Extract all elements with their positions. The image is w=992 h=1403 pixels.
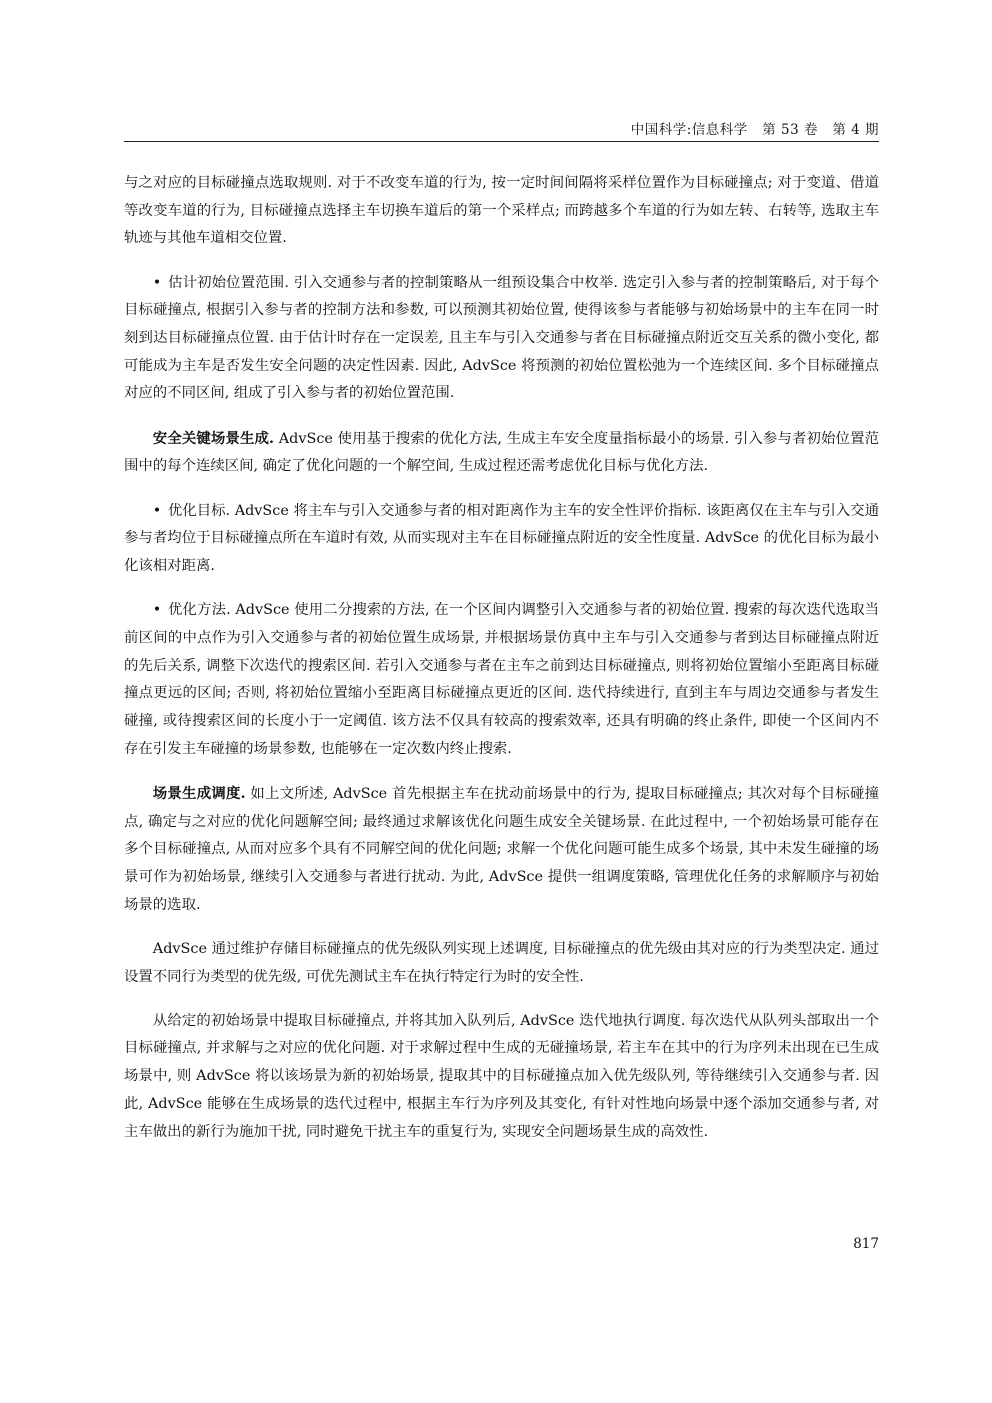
journal-name: 中国科学:信息科学 [630,122,748,138]
paragraph-5-text: 优化方法. AdvSce 使用二分搜索的方法, 在一个区间内调整引入交通参与者的初始位置. 搜索的每次迭代选取当前区间的中点作为引入交通参与者的初始位置生成场景, 并根据场景仿真中主车与引入交通参与者到达目标碰撞点附近的先后关系, 调整下次迭代的搜索区间. 若引入交通参与者在主车之前到达目标碰撞点, 则将初始位置缩小至距离目标碰撞点更远的区间; 否则, 将初始位置缩小至距离目标碰撞点更近的区间. 迭代持续进行, 直到主车与周边交通参与者发生碰撞, 或待搜索区间的长度小于一定阈值. 该方法不仅具有较高的搜索效率, 还具有明确的终止条件, 即使一个区间内不存在引发主车碰撞的场景参数, 也能够在一定次数内终止搜索. [124,602,879,757]
paragraph-scheduling [124,780,879,920]
section-title-scheduling: 场景生成调度. [152,784,246,802]
body-text [124,170,879,1163]
paragraph-safety-critical [124,425,879,481]
paragraph-3-text: AdvSce 使用基于搜索的优化方法, 生成主车安全度量指标最小的场景. 引入参与者初始位置范围中的每个连续区间, 确定了优化问题的一个解空间, 生成过程还需考虑优化目标与优化方法. [124,430,880,475]
paragraph-bullet-initial-range [124,270,879,409]
paragraph-bullet-method [124,597,879,763]
paragraph-8: 从给定的初始场景中提取目标碰撞点, 并将其加入队列后, AdvSce 迭代地执行调度. 每次迭代从队列头部取出一个目标碰撞点, 并求解与之对应的优化问题. 对于求解过程中生成的无碰撞场景, 若主车在其中的行为序列未出现在已生成场景中, 则 AdvSce 将以该场景为新的初始场景, 提取其中的目标碰撞点加入优先级队列, 等待继续引入交通参与者. 因此, AdvSce 能够在生成场景的迭代过程中, 根据主车行为序列及其变化, 有针对性地向场景中逐个添加交通参与者, 对主车做出的新行为施加干扰, 同时避免干扰主车的重复行为, 实现安全问题场景生成的高效性. [124,1012,879,1140]
bullet-icon: • [152,602,162,619]
section-title-safety-critical: 安全关键场景生成. [152,429,275,447]
paragraph-4-text: 优化目标. AdvSce 将主车与引入交通参与者的相对距离作为主车的安全性评价指标. 该距离仅在主车与引入交通参与者均位于目标碰撞点所在车道时有效, 从而实现对主车在目标碰撞点附近的安全性度量. AdvSce 的优化目标为最小化该相对距离. [124,502,879,574]
volume-label: 第 53 卷 [762,122,818,138]
header-rule [124,141,879,142]
running-header [124,118,879,138]
paragraph-2-text: 估计初始位置范围. 引入交通参与者的控制策略从一组预设集合中枚举. 选定引入参与者的控制策略后, 对于每个目标碰撞点, 根据引入参与者的控制方法和参数, 可以预测其初始位置, 使得该参与者能够与初始场景中的主车在同一时刻到达目标碰撞点位置. 由于估计时存在一定误差, 且主车与引入交通参与者在目标碰撞点附近交互关系的微小变化, 都可能成为主车是否发生安全问题的决定性因素. 因此, AdvSce 将预测的初始位置松弛为一个连续区间. 多个目标碰撞点对应的不同区间, 组成了引入参与者的初始位置范围. [124,274,880,402]
paragraph-1: 与之对应的目标碰撞点选取规则. 对于不改变车道的行为, 按一定时间间隔将采样位置作为目标碰撞点; 对于变道、借道等改变车道的行为, 目标碰撞点选择主车切换车道后的第一个采样点; 而跨越多个车道的行为如左转、右转等, 选取主车轨迹与其他车道相交位置. [124,175,879,247]
page-number: 817 [853,1236,879,1252]
paragraph-6-text: 如上文所述, AdvSce 首先根据主车在扰动前场景中的行为, 提取目标碰撞点; 其次对每个目标碰撞点, 确定与之对应的优化问题解空间; 最终通过求解该优化问题生成安全关键场景. 在此过程中, 一个初始场景可能存在多个目标碰撞点, 从而对应多个具有不同解空间的优化问题; 求解一个优化问题可能生成多个场景, 其中未发生碰撞的场景可作为初始场景, 继续引入交通参与者进行扰动. 为此, AdvSce 提供一组调度策略, 管理优化任务的求解顺序与初始场景的选取. [124,785,879,913]
paragraph-bullet-objective [124,498,879,581]
issue-label: 第 4 期 [832,122,879,138]
bullet-icon: • [152,274,162,291]
paragraph-7: AdvSce 通过维护存储目标碰撞点的优先级队列实现上述调度, 目标碰撞点的优先级由其对应的行为类型决定. 通过设置不同行为类型的优先级, 可优先测试主车在执行特定行为时的安全性. [124,940,879,985]
bullet-icon: • [152,502,162,519]
